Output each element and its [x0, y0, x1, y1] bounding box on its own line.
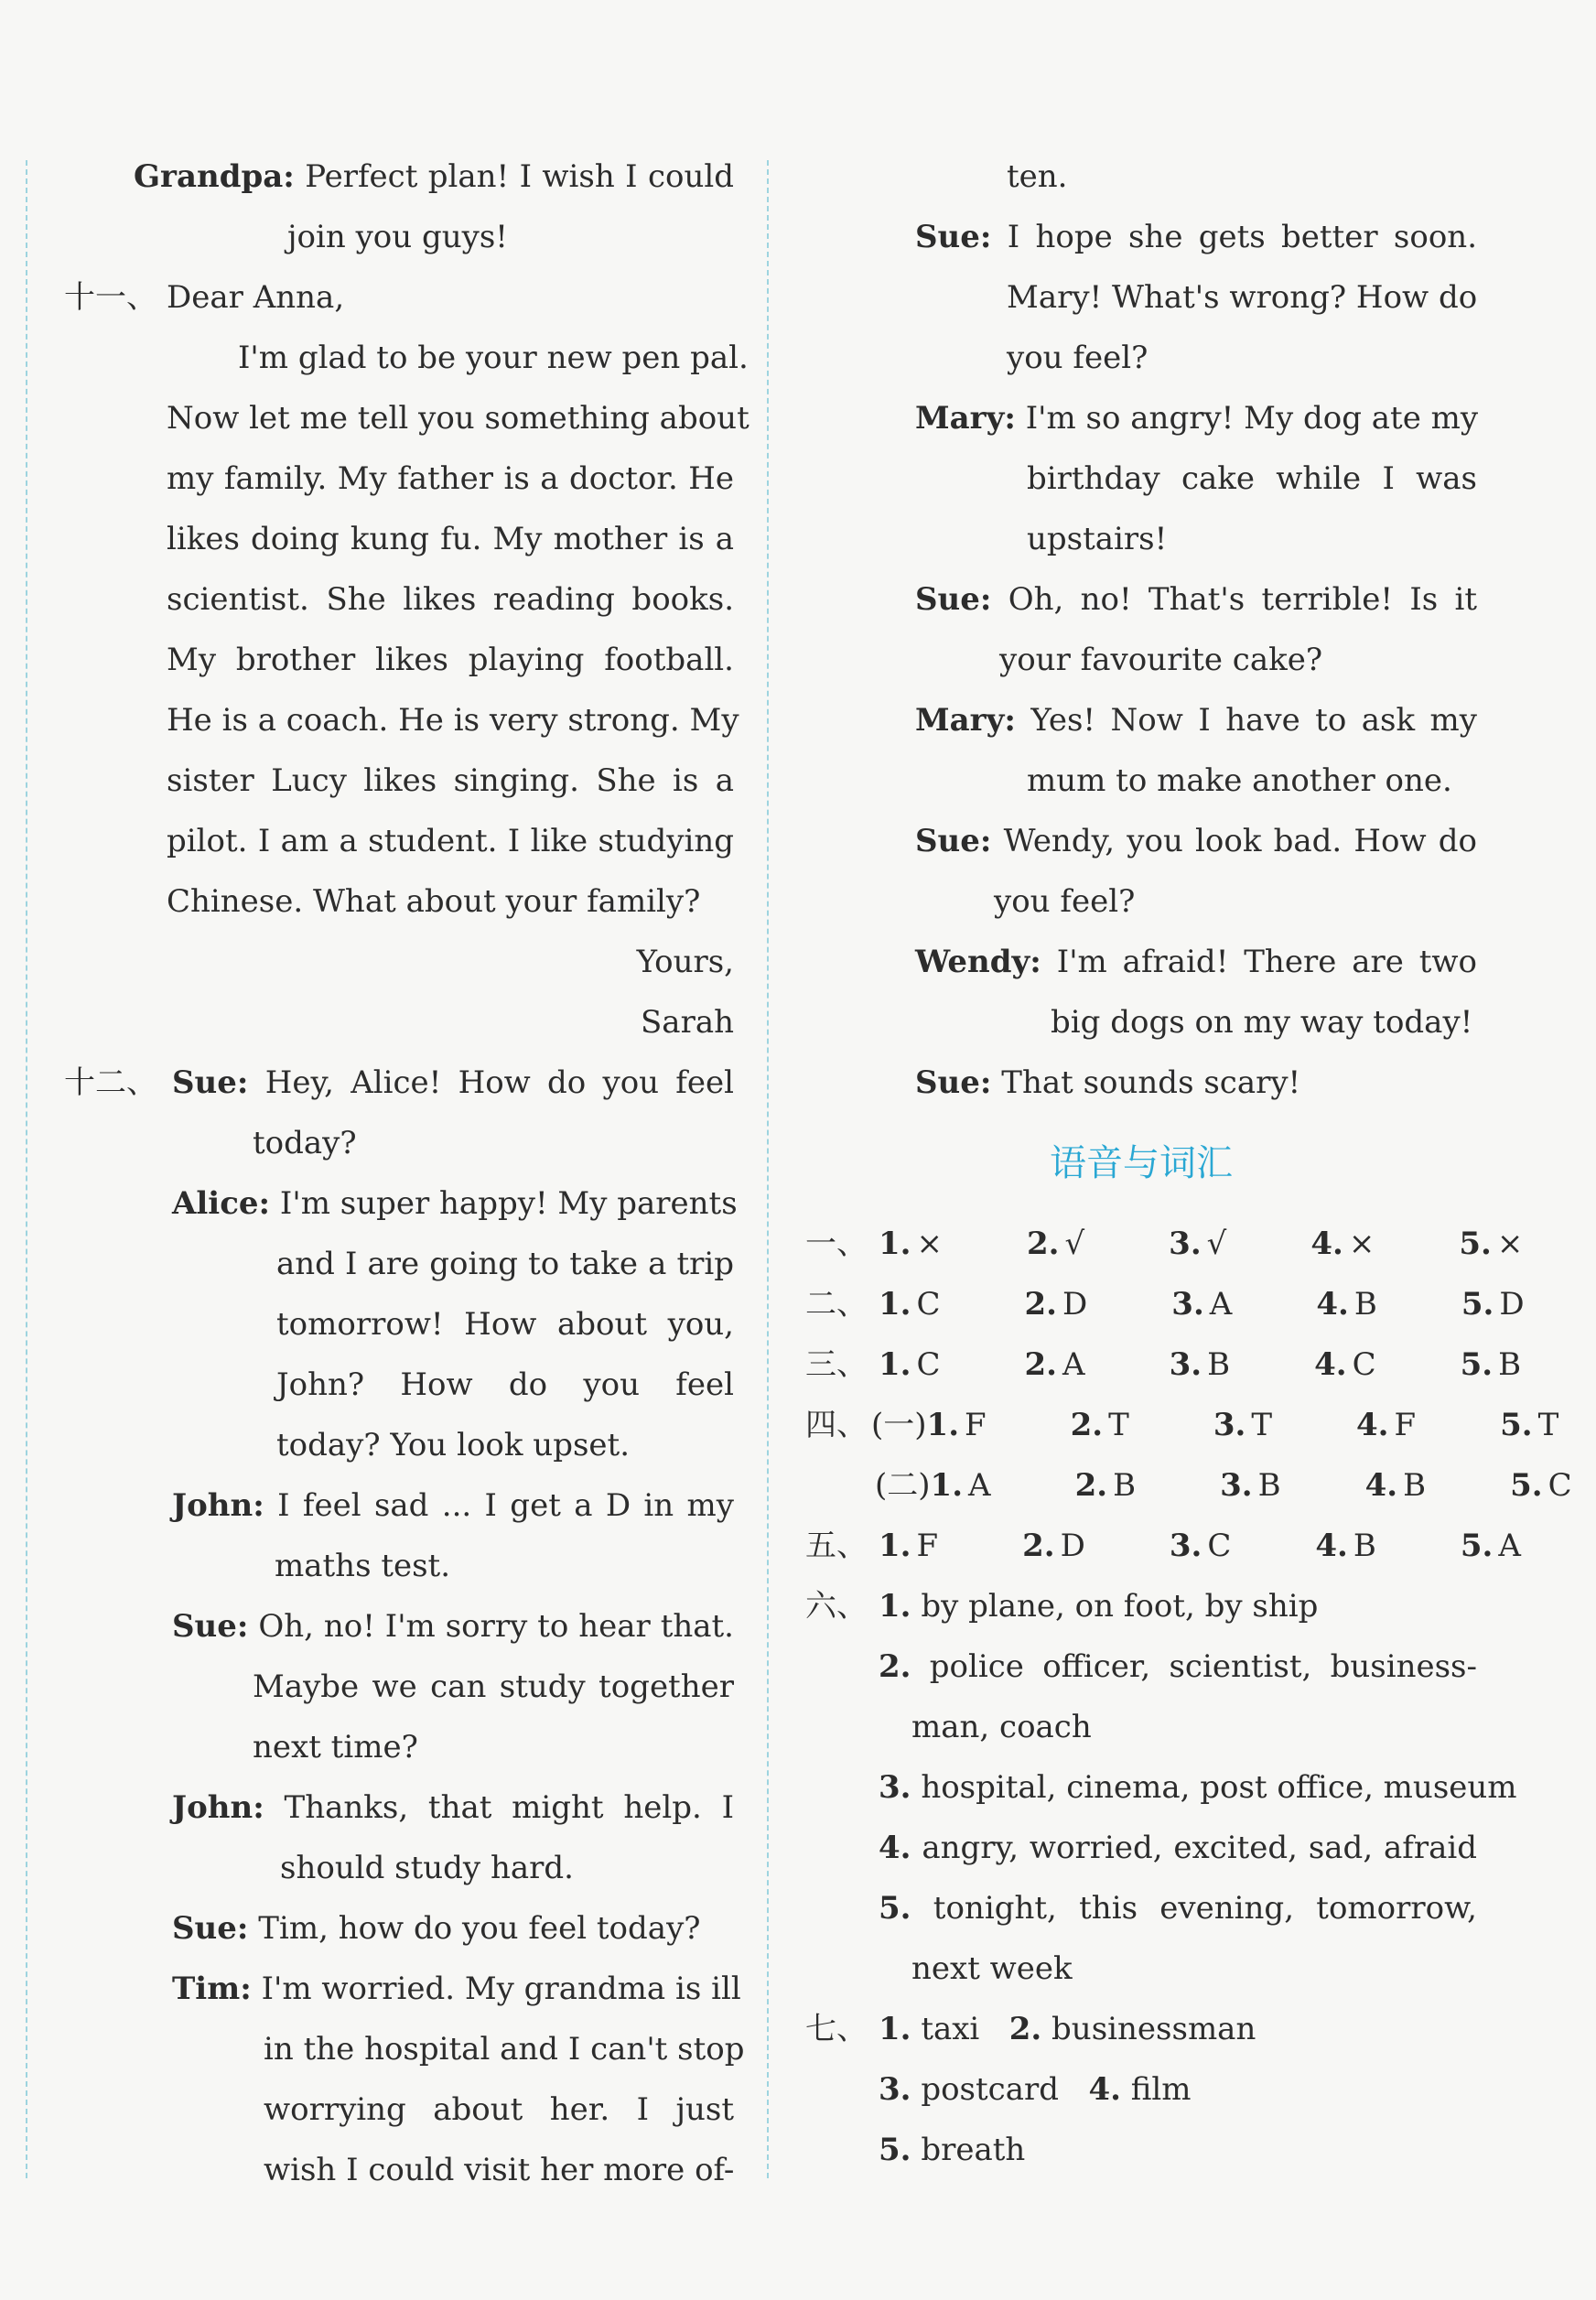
answer-line: man, coach — [911, 1709, 1092, 1745]
answer-item: 4. C — [1314, 1346, 1376, 1383]
answer-row: (二)1. A 2. B 3. B 4. B 5. C — [805, 1455, 1477, 1516]
dialogue-line: birthday cake while I was — [1027, 460, 1477, 497]
answer-item: 3. A — [1171, 1286, 1233, 1323]
answer-row — [805, 1274, 1525, 1334]
answer-item: 1. C — [879, 1286, 941, 1323]
speaker-name: Sue — [915, 581, 980, 618]
dialogue-line: today? — [253, 1125, 357, 1161]
dialogue-line: tomorrow! How about you, — [276, 1306, 734, 1343]
dialogue-line: Tim: I'm worried. My grandma is ill — [172, 1971, 741, 2007]
speaker-name: John — [172, 1789, 253, 1826]
right-column — [805, 146, 1572, 2180]
answer-item: 1. F — [926, 1407, 987, 1443]
left-column — [64, 146, 749, 2200]
letter-line: Chinese. What about your family? — [167, 883, 701, 920]
speaker-name: Sue — [172, 1064, 237, 1101]
answer-row — [805, 1334, 1522, 1395]
answer-line: 5. breath — [879, 2132, 1026, 2168]
answer-item: 3. C — [1169, 1528, 1232, 1564]
dialogue-line: and I are going to take a trip — [276, 1246, 734, 1282]
question-number: 七、 — [805, 2011, 868, 2047]
dialogue-line: Mary! What's wrong? How do — [1007, 279, 1478, 316]
left-margin-dashed-line — [26, 160, 27, 2178]
speaker-name: Sue — [172, 1608, 237, 1645]
letter-line: I'm glad to be your new pen pal. — [238, 340, 749, 376]
speaker-name: Sue — [915, 823, 980, 859]
question-number: 二、 — [805, 1286, 868, 1323]
answer-row — [805, 1516, 1521, 1576]
answer-item: 2. D — [1024, 1286, 1088, 1323]
answer-item: 2. D — [1022, 1528, 1085, 1564]
dialogue-line: Sue: Oh, no! I'm sorry to hear that. — [172, 1608, 734, 1645]
answer-item: 5. T — [1500, 1407, 1559, 1443]
dialogue-line: mum to make another one. — [1027, 762, 1452, 799]
letter-closing: Yours, — [636, 944, 734, 980]
dialogue-line: Wendy: I'm afraid! There are two — [915, 944, 1477, 980]
dialogue-line: John? How do you feel — [276, 1366, 734, 1403]
answer-item: 5. A — [1460, 1528, 1521, 1564]
dialogue-line: your favourite cake? — [999, 642, 1323, 678]
dialogue-line: join you guys! — [287, 219, 508, 255]
answer-item: 3. B — [1169, 1346, 1231, 1383]
answer-item: 2. √ — [1027, 1226, 1085, 1262]
dialogue-line: Alice: I'm super happy! My parents — [172, 1185, 738, 1222]
section-title: 语音与词汇 — [1050, 1142, 1233, 1184]
speaker-name: Mary — [915, 702, 1005, 739]
dialogue-line: worrying about her. I just — [264, 2091, 734, 2128]
dialogue-line: Sue: Oh, no! That's terrible! Is it — [915, 581, 1477, 618]
letter-line: scientist. She likes reading books. — [167, 581, 734, 618]
dialogue-line: in the hospital and I can't stop — [264, 2031, 745, 2068]
answer-line: 4. angry, worried, excited, sad, afraid — [879, 1830, 1477, 1866]
letter-signature: Sarah — [641, 1004, 734, 1041]
speaker-name: Sue — [915, 219, 980, 255]
letter-line: pilot. I am a student. I like studying — [167, 823, 734, 859]
dialogue-line: Mary: Yes! Now I have to ask my — [915, 702, 1477, 739]
dialogue-line: you feel? — [994, 883, 1136, 920]
answer-item: 5. D — [1461, 1286, 1525, 1323]
speaker-name: Sue — [915, 1064, 980, 1101]
answer-item: 3. B — [1220, 1467, 1281, 1504]
question-number: 四、 — [805, 1407, 868, 1443]
letter-greeting: 十一、 Dear Anna, — [64, 267, 734, 328]
answer-item: 3. T — [1213, 1407, 1272, 1443]
answer-item: 3. √ — [1169, 1226, 1227, 1262]
answer-group-6 — [805, 1576, 1517, 1999]
answer-line: 3. hospital, cinema, post office, museum — [879, 1769, 1517, 1806]
dialogue-line: John: Thanks, that might help. I — [172, 1789, 734, 1826]
dialogue-line: next time? — [253, 1729, 418, 1765]
answer-item: 1. × — [879, 1226, 943, 1262]
dialogue-line: Mary: I'm so angry! My dog ate my — [915, 400, 1479, 437]
dialogue-line: John: I feel sad ... I get a D in my — [172, 1487, 734, 1524]
letter-line: sister Lucy likes singing. She is a — [167, 762, 734, 799]
question-number: 一、 — [805, 1226, 868, 1262]
speaker-name: Sue — [172, 1910, 237, 1947]
answer-row: 四、 (一)1. F 2. T 3. T 4. F 5. T — [805, 1395, 1477, 1455]
letter-line: likes doing kung fu. My mother is a — [167, 521, 734, 557]
answer-line: 2. police officer, scientist, business- — [879, 1648, 1477, 1685]
answer-item: 4. F — [1356, 1407, 1417, 1443]
dialogue-line: wish I could visit her more of- — [264, 2152, 735, 2188]
answer-item: 1. C — [879, 1346, 941, 1383]
dialogue-line: upstairs! — [1027, 521, 1168, 557]
answer-item: 1. A — [930, 1467, 991, 1504]
question-number: 六、 — [805, 1588, 868, 1625]
answer-line: 1. taxi 2. businessman — [879, 2011, 1256, 2047]
dialogue-line: Maybe we can study together — [253, 1668, 734, 1705]
answer-row — [805, 1214, 1524, 1274]
question-number: 五、 — [805, 1528, 868, 1564]
section-number: 十一、 — [64, 279, 157, 316]
answer-line: next week — [911, 1950, 1073, 1987]
answer-item: 2. B — [1074, 1467, 1137, 1504]
answer-item: 5. × — [1459, 1226, 1524, 1262]
speaker-name: John — [172, 1487, 253, 1524]
dialogue-line: Sue: That sounds scary! — [915, 1064, 1301, 1101]
letter-line: My brother likes playing football. — [167, 642, 734, 678]
column-divider-dashed-line — [767, 160, 769, 2178]
dialogue-line: 十二、 Sue: Hey, Alice! How do you feel — [64, 1053, 734, 1113]
answer-item: 4. × — [1310, 1226, 1375, 1262]
answer-item: 5. C — [1510, 1467, 1572, 1504]
dialogue-line: you feel? — [1007, 340, 1148, 376]
dialogue-line: big dogs on my way today! — [1051, 1004, 1473, 1041]
speaker-name: Wendy — [915, 944, 1030, 980]
dialogue-line: today? You look upset. — [276, 1427, 631, 1463]
dialogue-line: ten. — [1007, 158, 1068, 195]
answer-item: 4. B — [1316, 1286, 1377, 1323]
answer-line: 1. by plane, on foot, by ship — [879, 1588, 1319, 1625]
dialogue-line: should study hard. — [280, 1850, 574, 1886]
question-number: 三、 — [805, 1346, 868, 1383]
answer-item: 5. B — [1460, 1346, 1522, 1383]
answer-item: 4. B — [1364, 1467, 1427, 1504]
dialogue-line: Sue: Wendy, you look bad. How do — [915, 823, 1477, 859]
dialogue-line: Sue: Tim, how do you feel today? — [172, 1910, 701, 1947]
speaker-name: Mary — [915, 400, 1005, 437]
letter-line: He is a coach. He is very strong. My — [167, 702, 739, 739]
letter-line: my family. My father is a doctor. He — [167, 460, 734, 497]
answer-line: 5. tonight, this evening, tomorrow, — [879, 1890, 1477, 1927]
dialogue-line: Grandpa: Perfect plan! I wish I could — [134, 158, 734, 195]
speaker-name: Alice — [172, 1185, 259, 1222]
dialogue-line: Sue: I hope she gets better soon. — [915, 219, 1477, 255]
answer-item: 4. B — [1315, 1528, 1376, 1564]
answer-item: 1. F — [879, 1528, 939, 1564]
answer-item: 2. T — [1070, 1407, 1129, 1443]
dialogue-line: maths test. — [275, 1548, 451, 1584]
answer-group-7 — [805, 1999, 1477, 2180]
speaker-name: Tim — [172, 1971, 241, 2007]
speaker-name: Grandpa — [134, 158, 284, 195]
answer-item: 2. A — [1024, 1346, 1085, 1383]
answer-line: 3. postcard 4. film — [879, 2071, 1192, 2108]
section-number: 十二、 — [64, 1064, 157, 1101]
letter-line: Now let me tell you something about — [167, 400, 749, 437]
